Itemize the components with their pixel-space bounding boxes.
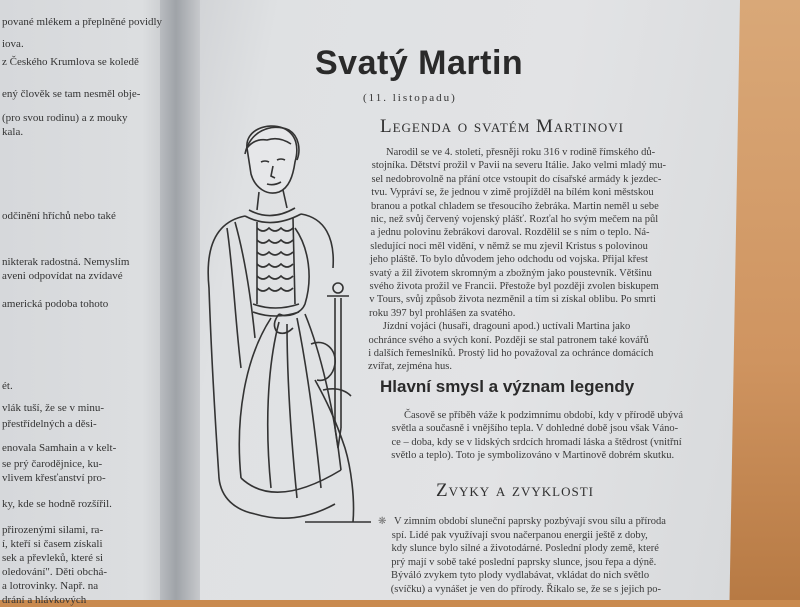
- body-text-line: kdy slunce bylo silné a životodárné. Poslední plody země, které: [391, 543, 659, 555]
- body-text-line: světla a současně i vnějšího tepla. V dohledné době jsou však Váno-: [391, 423, 679, 435]
- body-text-line: Jízdní vojáci (husaři, dragouni apod.) uctívali Martina jako: [382, 321, 631, 333]
- body-text-line: (svíčku) a vynášet je ven do přírody. Říkalo se, že se s jejich po-: [390, 584, 661, 595]
- feast-date: (11. listopadu): [363, 92, 457, 104]
- body-text-line: sel nedobrovolně na přání otce vstoupit do císařské armády k jezdec-: [371, 173, 662, 185]
- body-text-line: zvířat, zejména hus.: [368, 361, 452, 373]
- left-page-line: sek a převleků, které si: [2, 552, 104, 564]
- left-page-line: přestřídelných a děsi-: [2, 418, 97, 430]
- section-heading-legenda: Legenda o svatém Martinovi: [380, 116, 624, 137]
- body-text-line: ochránce svého a svých koní. Později se stal patronem také kovářů: [368, 334, 649, 346]
- left-page-line: iova.: [2, 38, 24, 50]
- left-page-line: nikterak radostná. Nemyslím: [2, 256, 130, 268]
- body-text-line: svého života prožil ve Francii. Přestože byl později zvolen biskupem: [369, 281, 659, 292]
- body-text-line: ce – doba, kdy se v lidských srdcích hromadí láska a štědrost (vnitřní: [391, 436, 682, 448]
- body-text-line: v Tours, svůj způsob života nezměnil a tím si získal oblibu. Po smrti: [369, 294, 656, 306]
- left-page-line: vlák tuší, že se v minu-: [2, 402, 105, 414]
- left-page-line: aveni odpovídat na zvídavé: [2, 270, 123, 282]
- body-text-line: jeho pláště. To bylo důvodem jeho odchodu od vojska. Přijal křest: [370, 254, 648, 266]
- page-title: Svatý Martin: [315, 44, 524, 82]
- left-page-line: pované mlékem a přeplněné povidly: [2, 16, 163, 28]
- section-heading-zvyky: Zvyky a zvyklosti: [436, 480, 594, 501]
- body-text-line: roku 397 byl prohlášen za svatého.: [369, 307, 516, 319]
- body-text-line: stojníka. Dětství prožil v Pavii na severu Itálie. Jako velmi mladý mu-: [371, 160, 666, 172]
- left-page-line: ky, kde se hodně rozšířil.: [2, 498, 112, 510]
- left-page-line: americká podoba tohoto: [2, 298, 109, 310]
- body-text-line: Narodil se ve 4. století, přesněji roku 316 v rodině římského dů-: [386, 147, 656, 158]
- left-page-line: (pro svou rodinu) a z mouky: [2, 112, 128, 124]
- left-page-line: přirozenými silami, ra-: [2, 524, 104, 536]
- left-page-line: odčinění hříchů nebo také: [2, 210, 116, 222]
- body-text-line: tvu. Vypráví se, že jednou v zimě projížděl na bílém koni městskou: [371, 187, 654, 199]
- left-page-line: í, kteří si časem získali: [2, 538, 103, 550]
- body-text-line: V zimním období sluneční paprsky pozbývají svou sílu a příroda: [394, 516, 666, 527]
- left-page-line: kala.: [2, 126, 24, 138]
- saint-martin-illustration: [175, 118, 375, 538]
- left-page-line: ét.: [2, 380, 13, 392]
- body-text-line: i dalších řemeslníků. Prostý lid ho považoval za ochránce domácích: [368, 348, 654, 359]
- body-text-line: a jednu polovinu žebrákovi daroval. Rozdělil se s ním o teplo. Ná-: [370, 227, 650, 239]
- left-page-line: enovala Samhain a v kelt-: [2, 442, 117, 454]
- left-page-line: oledování". Děti obchá-: [2, 566, 107, 578]
- body-text-line: světlo a teplo). Toto je symbolizováno v Martinově dobrém skutku.: [391, 450, 675, 462]
- body-text-line: Časově se příběh váže k podzimnímu období, kdy v přírodě ubývá: [404, 410, 684, 421]
- body-text-line: branou a potkal chladem se třesoucího žebráka. Martin neměl u sebe: [371, 200, 659, 212]
- section-heading-smysl: Hlavní smysl a význam legendy: [380, 377, 635, 396]
- body-text-line: Býváló zvykem tyto plody vydlabávat, vkládat do nich světlo: [391, 570, 650, 582]
- body-text-line: svatý a žil životem skromným a zbožným jako poustevník. Většinu: [369, 267, 652, 279]
- left-page-line: se prý čarodějnice, ku-: [2, 458, 103, 470]
- body-text-line: nic, než svůj červený vojenský plášť. Rozťal ho svým mečem na půl: [370, 214, 659, 225]
- left-page-line: vlivem křesťanství pro-: [2, 472, 106, 484]
- body-text-line: spí. Lidé pak využívají svou načerpanou energii ještě z doby,: [391, 529, 648, 541]
- left-page-line: a lotrovinky. Např. na: [2, 580, 99, 592]
- body-text-line: prý mají v sobě také poslední paprsky slunce, jsou řepa a dýně.: [391, 556, 657, 568]
- flower-bullet-icon: ❋: [378, 516, 387, 527]
- left-page-line: ený člověk se tam nesměl obje-: [2, 88, 141, 100]
- left-page-line: z Českého Krumlova se koledě: [2, 56, 139, 68]
- left-page-line: drání a hlávkových: [2, 594, 87, 606]
- body-text-line: sledující noci měl vidění, v němž se mu zjevil Kristus s polovinou: [370, 240, 648, 252]
